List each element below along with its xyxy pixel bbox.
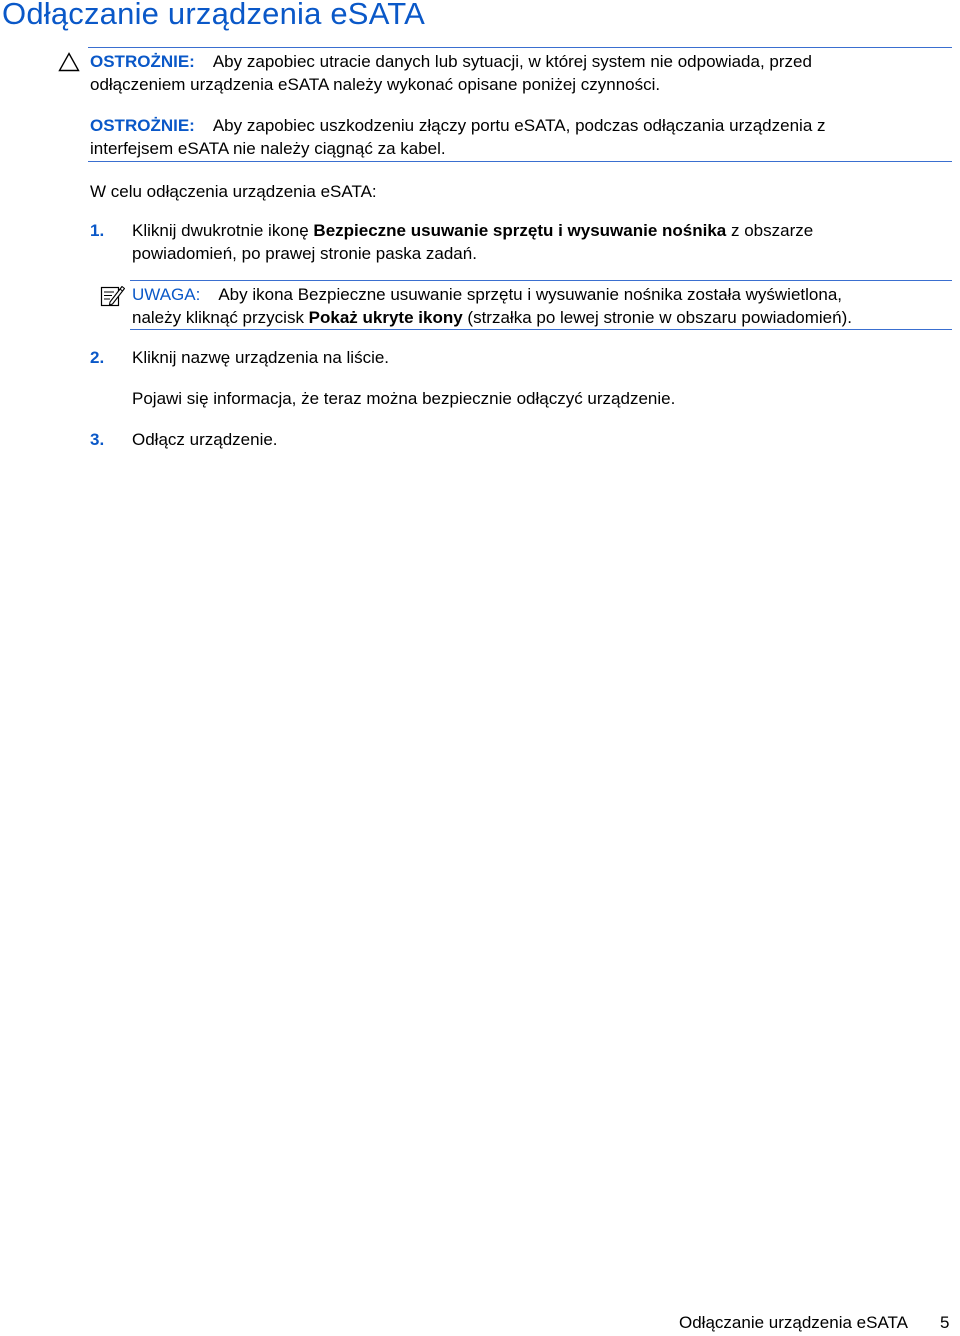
step-2-result: Pojawi się informacja, że teraz można bezpiecznie odłączyć urządzenie. (132, 389, 676, 408)
caution2-line-2: interfejsem eSATA nie należy ciągnąć za kabel. (90, 139, 446, 158)
caution-line-2: odłączeniem urządzenia eSATA należy wykonać opisane poniżej czynności. (90, 75, 661, 94)
note-line-1 (132, 283, 952, 306)
step-1-bold: Bezpieczne usuwanie sprzętu i wysuwanie nośnika (313, 221, 727, 240)
caution-block (90, 50, 952, 96)
caution2-text-1: Aby zapobiec uszkodzeniu złączy portu eSATA, podczas odłączania urządzenia z (212, 116, 826, 135)
step-1-line-2: powiadomień, po prawej stronie paska zadań. (132, 244, 477, 263)
step-3-number: 3. (90, 430, 105, 449)
note-text-2-before: należy kliknąć przycisk (132, 308, 309, 327)
footer-title: Odłączanie urządzenia eSATA (679, 1313, 908, 1332)
note-line-2 (132, 306, 952, 329)
step-3-text: Odłącz urządzenie. (132, 430, 278, 449)
note-rule-top (130, 280, 952, 281)
step-2-number: 2. (90, 348, 105, 367)
page-title: Odłączanie urządzenia eSATA (2, 0, 425, 31)
step-1-text (132, 219, 932, 265)
note-text-1: Aby ikona Bezpieczne usuwanie sprzętu i wysuwanie nośnika została wyświetlona, (218, 285, 842, 304)
caution-rule-bottom (88, 161, 952, 162)
step-1-line-1 (132, 219, 932, 242)
note-block (132, 283, 952, 329)
caution2-line-1 (90, 114, 952, 137)
note-rule-bottom (130, 329, 952, 330)
step-1-before: Kliknij dwukrotnie ikonę (132, 221, 314, 240)
caution-rule-top (88, 47, 952, 48)
caution-block-2 (90, 114, 952, 160)
note-text-2-after: (strzałka po lewej stronie w obszaru powiadomień). (462, 308, 852, 327)
caution2-label: OSTROŻNIE: (90, 116, 195, 135)
intro-text: W celu odłączenia urządzenia eSATA: (90, 182, 377, 201)
step-1-number: 1. (90, 221, 105, 240)
footer-page-number: 5 (940, 1313, 950, 1332)
step-1-after: z obszarze (726, 221, 814, 240)
step-2-text: Kliknij nazwę urządzenia na liście. (132, 348, 390, 367)
note-pencil-icon (100, 284, 126, 308)
warning-triangle-icon (58, 52, 80, 72)
caution-label: OSTROŻNIE: (90, 52, 195, 71)
note-label: UWAGA: (132, 285, 201, 304)
note-text-2-bold: Pokaż ukryte ikony (308, 308, 463, 327)
caution-text-1: Aby zapobiec utracie danych lub sytuacji, w której system nie odpowiada, przed (212, 52, 812, 71)
caution-line-1 (90, 50, 952, 73)
